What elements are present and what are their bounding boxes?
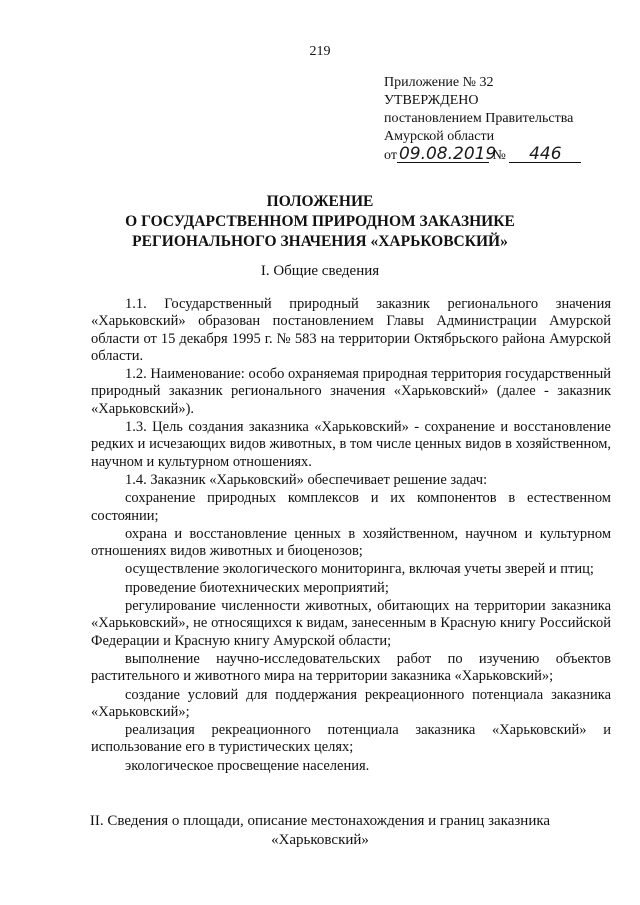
- paragraph-1-3: 1.3. Цель создания заказника «Харьковский» - сохранение и восстановление редких и исчезающих видов животных, в том числе ценных видов в хозяйственном, научном и культурном отношениях.: [91, 419, 611, 470]
- title-line-1: ПОЛОЖЕНИЕ: [266, 193, 374, 210]
- approval-block: [384, 74, 581, 165]
- paragraph-1-1: 1.1. Государственный природный заказник регионального значения «Харьковский» образован постановлением Главы Администрации Амурской области от 15 декабря 1995 г. № 583 на территории Октябрьского района Амурской области.: [91, 296, 611, 364]
- section-heading-2: [0, 812, 640, 850]
- paragraph-1-4: 1.4. Заказник «Харьковский» обеспечивает решение задач:: [125, 471, 488, 488]
- paragraph-1-2: 1.2. Наименование: особо охраняемая природная территория государственный природный заказник регионального значения «Харьковский» (далее - заказник «Харьковский»).: [91, 366, 611, 417]
- appendix-number: Приложение № 32: [384, 75, 494, 90]
- task-item: осуществление экологического мониторинга, включая учеты зверей и птиц;: [125, 561, 594, 578]
- task-item: выполнение научно-исследовательских работ по изучению объектов растительного и животного мира на территории заказника «Харьковский»;: [91, 650, 611, 685]
- region-line: Амурской области: [384, 129, 495, 144]
- document-body: [91, 296, 611, 775]
- task-item: проведение биотехнических мероприятий;: [125, 579, 389, 596]
- handwritten-date: 09.08.2019: [398, 144, 497, 164]
- title-line-3: РЕГИОНАЛЬНОГО ЗНАЧЕНИЯ «ХАРЬКОВСКИЙ»: [132, 233, 508, 250]
- section-heading-1: I. Общие сведения: [260, 263, 380, 279]
- task-item: создание условий для поддержания рекреационного потенциала заказника «Харьковский»;: [91, 686, 611, 720]
- date-number-line: [384, 146, 581, 165]
- document-title: [0, 192, 640, 252]
- handwritten-number: 446: [509, 146, 581, 163]
- task-item: реализация рекреационного потенциала заказника «Харьковский» и использование его в туристических целях;: [91, 722, 611, 756]
- approved-label: УТВЕРЖДЕНО: [384, 93, 479, 108]
- task-item: экологическое просвещение населения.: [125, 757, 370, 774]
- title-line-2: О ГОСУДАРСТВЕННОМ ПРИРОДНОМ ЗАКАЗНИКЕ: [125, 213, 515, 230]
- task-item: сохранение природных комплексов и их компонентов в естественном состоянии;: [91, 490, 611, 524]
- date-prefix: от: [384, 148, 397, 163]
- task-item: охрана и восстановление ценных в хозяйственном, научном и культурном отношениях видов животных и биоценозов;: [91, 525, 611, 560]
- approved-by-line: постановлением Правительства: [384, 111, 574, 126]
- section-2-line-2: «Харьковский»: [271, 832, 369, 848]
- section-2-line-1: II. Сведения о площади, описание местонахождения и границ заказника: [89, 813, 551, 829]
- task-item: регулирование численности животных, обитающих на территории заказника «Харьковский», не относящихся к видам, занесенным в Красную книгу Российской Федерации и Красную книгу Амурской области;: [91, 598, 611, 649]
- number-prefix: №: [492, 148, 506, 163]
- page-number: 219: [309, 44, 331, 59]
